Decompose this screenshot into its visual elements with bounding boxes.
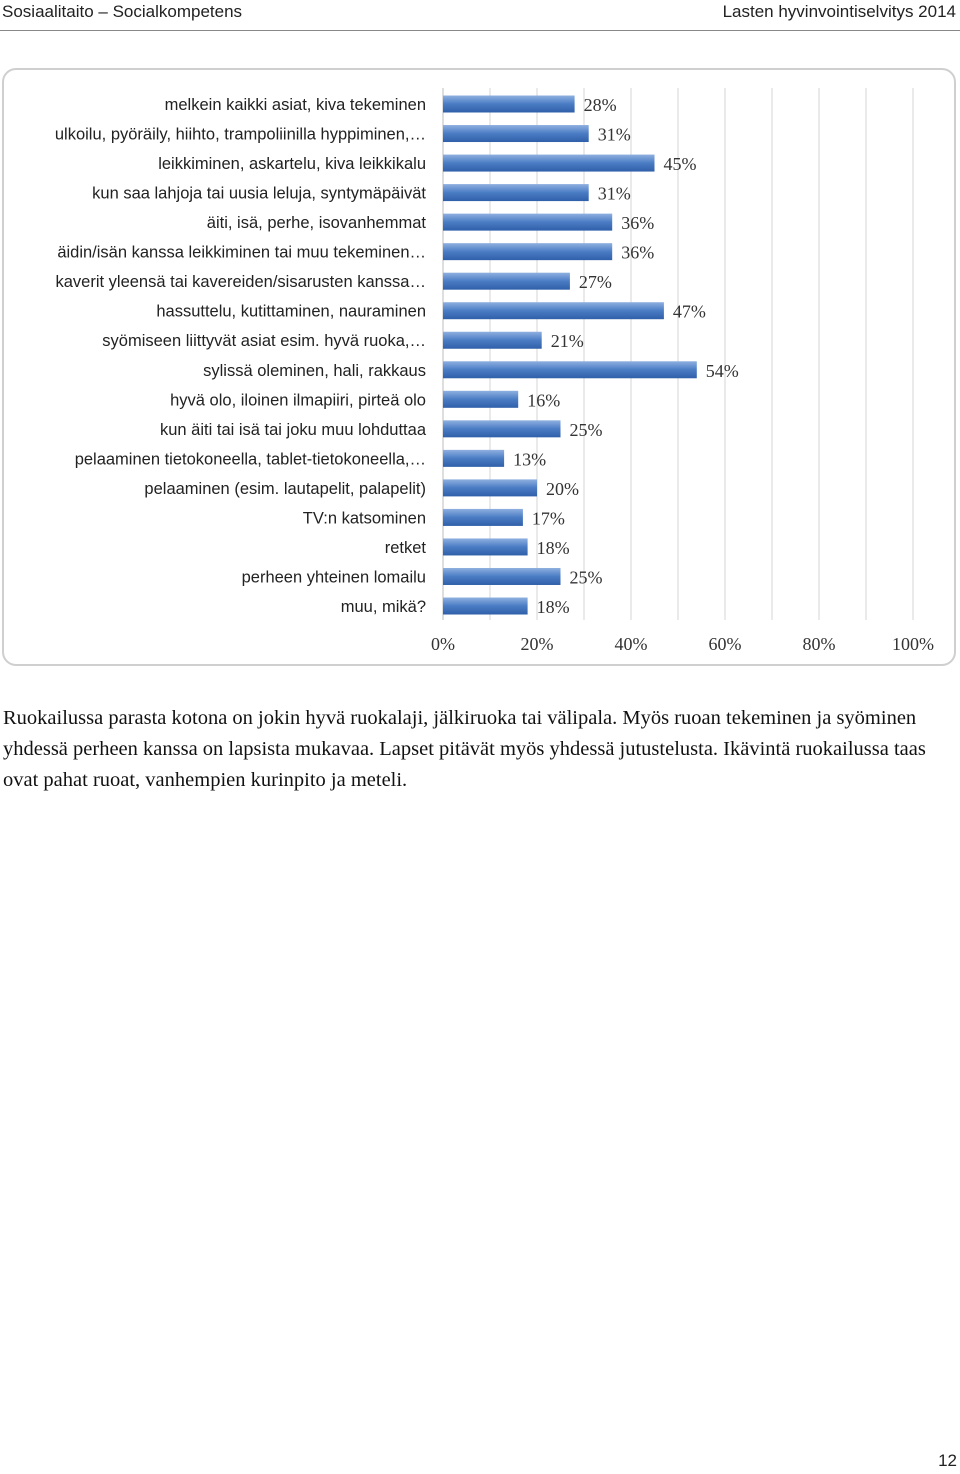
bars xyxy=(443,96,697,618)
category-label: hassuttelu, kutittaminen, nauraminen xyxy=(156,302,426,321)
value-label: 18% xyxy=(536,597,570,618)
x-tick-label: 0% xyxy=(431,634,455,654)
value-label: 28% xyxy=(583,95,617,115)
category-label: äidin/isän kanssa leikkiminen tai muu tekeminen… xyxy=(57,243,426,262)
bar xyxy=(443,509,523,526)
bar xyxy=(443,568,561,585)
bar xyxy=(443,184,589,201)
bar xyxy=(443,214,612,231)
category-label: retket xyxy=(384,538,426,557)
category-label: perheen yhteinen lomailu xyxy=(241,568,426,587)
x-tick-label: 60% xyxy=(708,634,742,654)
page-number: 12 xyxy=(938,1451,957,1470)
value-label: 18% xyxy=(536,537,570,558)
bar xyxy=(443,479,537,496)
value-label: 36% xyxy=(621,242,655,263)
bar xyxy=(443,450,504,467)
category-label: ulkoilu, pyöräily, hiihto, trampoliinilla hyppiminen,… xyxy=(54,125,426,144)
category-label: sylissä oleminen, hali, rakkaus xyxy=(203,361,426,380)
value-label: 20% xyxy=(546,478,579,499)
bar xyxy=(443,273,570,290)
bar xyxy=(443,302,664,319)
x-tick-label: 100% xyxy=(892,634,934,654)
body-text xyxy=(3,703,958,796)
category-labels xyxy=(55,96,427,616)
category-label: pelaaminen tietokoneella, tablet-tietokoneella,… xyxy=(74,450,426,469)
value-labels xyxy=(513,95,739,617)
value-label: 25% xyxy=(569,419,603,440)
bar xyxy=(443,332,542,349)
value-label: 47% xyxy=(672,301,706,322)
bar xyxy=(443,538,528,555)
value-label: 21% xyxy=(550,331,584,352)
value-label: 36% xyxy=(621,213,655,234)
x-tick-label: 20% xyxy=(520,634,554,654)
category-label: kun saa lahjoja tai uusia leluja, syntymäpäivät xyxy=(92,184,426,203)
value-label: 31% xyxy=(597,124,631,145)
category-label: pelaaminen (esim. lautapelit, palapelit) xyxy=(144,479,426,498)
bar xyxy=(443,420,561,437)
bar-chart xyxy=(0,0,960,680)
value-label: 16% xyxy=(527,390,561,411)
bar xyxy=(443,598,528,615)
category-label: hyvä olo, iloinen ilmapiiri, pirteä olo xyxy=(170,391,426,410)
category-label: TV:n katsominen xyxy=(302,509,426,528)
value-label: 45% xyxy=(663,154,697,175)
bar xyxy=(443,391,518,408)
x-tick-label: 80% xyxy=(802,634,836,654)
bar xyxy=(443,96,575,113)
category-label: kun äiti tai isä tai joku muu lohduttaa xyxy=(160,420,426,439)
category-label: äiti, isä, perhe, isovanhemmat xyxy=(206,214,426,233)
category-label: leikkiminen, askartelu, kiva leikkikalu xyxy=(158,155,426,174)
x-axis-ticks xyxy=(431,634,934,654)
category-label: muu, mikä? xyxy=(340,598,426,617)
value-label: 31% xyxy=(597,183,631,204)
category-label: kaverit yleensä tai kavereiden/sisarusten kanssa… xyxy=(55,273,426,292)
header-right-title: Lasten hyvinvointiselvitys 2014 xyxy=(722,2,956,21)
x-tick-label: 40% xyxy=(614,634,648,654)
category-label: melkein kaikki asiat, kiva tekeminen xyxy=(164,96,426,114)
category-label: syömiseen liittyvät asiat esim. hyvä ruoka,… xyxy=(102,332,426,351)
value-label: 13% xyxy=(513,449,547,470)
bar xyxy=(443,125,589,142)
header-left-title: Sosiaalitaito – Socialkompetens xyxy=(2,2,243,21)
bar xyxy=(443,155,655,172)
body-paragraph: Ruokailussa parasta kotona on jokin hyvä ruokalaji, jälkiruoka tai välipala. Myös ruoan tekeminen ja syöminen yhdessä perheen kanssa on lapsista mukavaa. Lapset pitävät myös yhdessä jutustelusta. Ikävintä ruokailussa taas ovat pahat ruoat, vanhempien kurinpito ja meteli. xyxy=(3,707,926,791)
value-label: 27% xyxy=(578,272,612,293)
bar xyxy=(443,361,697,378)
value-label: 17% xyxy=(531,508,565,529)
value-label: 25% xyxy=(569,567,603,588)
value-label: 54% xyxy=(705,360,739,381)
bar xyxy=(443,243,612,260)
